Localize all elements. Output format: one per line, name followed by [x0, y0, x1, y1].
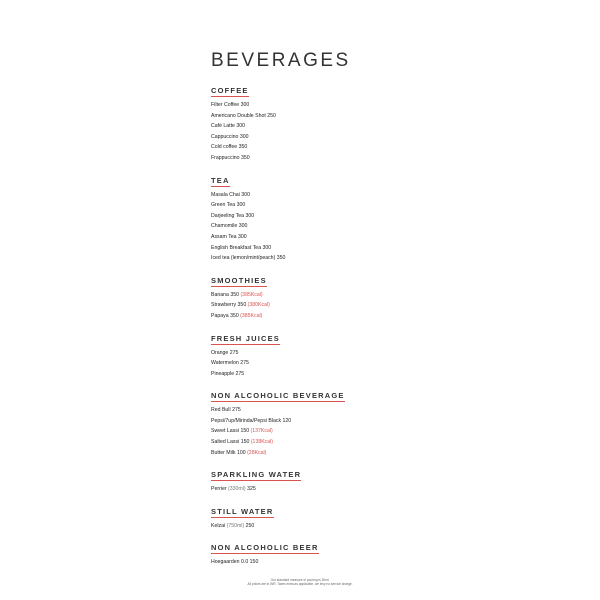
item-price: 300: [245, 212, 255, 219]
item-price: 100: [236, 449, 246, 456]
menu-item: [211, 348, 411, 359]
item-name: Watermelon: [211, 360, 239, 367]
menu-section: [211, 80, 411, 164]
item-calories: (380Kcal): [247, 302, 270, 309]
item-name: English Breakfast Tea: [211, 244, 262, 251]
item-price: 300: [238, 223, 248, 230]
section-title: NON ALCOHOLIC BEVERAGE: [211, 391, 345, 401]
item-name: Kelzai: [211, 522, 226, 529]
item-name: Café Latte: [211, 123, 235, 130]
beverages-menu: [211, 50, 411, 574]
menu-item: [211, 437, 411, 448]
menu-item: [211, 448, 411, 459]
menu-section: [211, 270, 411, 322]
item-price: 300: [238, 233, 247, 240]
menu-item: [211, 221, 411, 232]
item-name: Pineapple: [211, 370, 235, 377]
menu-sections: [211, 80, 411, 568]
menu-item: [211, 369, 411, 380]
item-name: Butter Milk: [211, 449, 236, 456]
item-name: Iced tea (lemon/mint/peach): [211, 255, 276, 262]
menu-item: [211, 290, 411, 301]
item-name: Filter Coffee: [211, 102, 240, 108]
item-name: Pepsi/7up/Mirinda/Pepsi Black: [211, 417, 282, 424]
item-name: Masala Chai: [211, 191, 240, 198]
menu-section: [211, 385, 411, 458]
item-name: Assam Tea: [211, 233, 237, 240]
item-price: 250: [245, 522, 255, 529]
item-name: Strawberry: [211, 302, 237, 309]
item-volume: (330ml): [228, 486, 246, 493]
item-price: 350: [230, 291, 239, 298]
item-name: Cappuccino: [211, 133, 239, 140]
item-price: 120: [282, 417, 292, 424]
item-price: 300: [241, 191, 250, 198]
item-name: Papaya: [211, 312, 229, 319]
item-price: 350: [276, 255, 286, 262]
item-price: 300: [236, 123, 246, 130]
section-title: STILL WATER: [211, 506, 274, 516]
menu-item: [211, 426, 411, 437]
menu-section: [211, 537, 411, 568]
item-name: Frappuccino: [211, 154, 240, 161]
item-price: 325: [247, 486, 256, 493]
footer-note-measure: Our standard measure of pouring is 30ml.: [270, 578, 330, 582]
item-volume: (750ml): [226, 522, 245, 529]
item-price: 300: [262, 244, 272, 251]
item-name: Sweet Lassi: [211, 428, 239, 435]
page-title: BEVERAGES: [211, 50, 351, 71]
section-title: COFFEE: [211, 86, 249, 95]
item-price: 350: [238, 144, 248, 151]
menu-item: [211, 190, 411, 201]
menu-section: [211, 464, 411, 495]
item-name: Perrier: [211, 486, 227, 493]
item-name: Banana: [211, 291, 229, 298]
section-title: SPARKLING WATER: [211, 470, 302, 480]
section-title: NON ALCOHOLIC BEER: [211, 543, 319, 553]
footer-note-prices: All prices are in INR. Taxes extra as applicable, we levy no service charge.: [247, 582, 353, 586]
item-name: Orange: [211, 349, 229, 356]
item-price: 350: [241, 154, 250, 161]
item-name: Americano Double Shot: [211, 112, 266, 119]
item-calories: (385Kcal): [240, 291, 263, 298]
menu-item: [211, 243, 411, 254]
menu-item: [211, 232, 411, 243]
item-price: 350: [237, 302, 247, 309]
item-calories: (137Kcal): [250, 428, 273, 435]
menu-item: [211, 200, 411, 211]
menu-item: [211, 211, 411, 222]
section-title: SMOOTHIES: [211, 275, 267, 285]
item-name: Red Bull: [211, 407, 231, 414]
item-name: Green Tea: [211, 202, 236, 209]
menu-item: [211, 405, 411, 416]
footer: [0, 578, 600, 586]
item-name: Darjeeling Tea: [211, 212, 245, 219]
menu-section: [211, 170, 411, 264]
item-name: Chamomile: [211, 223, 238, 230]
item-price: 300: [236, 202, 246, 209]
menu-item: [211, 311, 411, 322]
item-name: Hoegaarden 0.0: [211, 559, 249, 566]
menu-item: [211, 300, 411, 311]
item-calories: (138Kcal): [250, 439, 274, 446]
item-name: Cold coffee: [211, 144, 238, 151]
menu-item: [211, 253, 411, 264]
item-price: 300: [239, 133, 249, 140]
item-price: 275: [235, 370, 245, 377]
section-title: TEA: [211, 175, 230, 185]
menu-section: [211, 501, 411, 532]
item-price: 250: [267, 112, 276, 119]
menu-item: [211, 100, 411, 111]
menu-item: [211, 557, 411, 568]
item-name: Salted Lassi: [211, 439, 240, 446]
menu-item: [211, 484, 411, 495]
item-price: 350: [230, 312, 239, 319]
item-price: 275: [240, 360, 249, 367]
item-price: 150: [240, 439, 250, 446]
item-price: 275: [229, 349, 239, 356]
menu-item: [211, 358, 411, 369]
menu-item: [211, 121, 411, 132]
item-price: 300: [240, 102, 250, 108]
item-price: 150: [240, 428, 250, 435]
item-price: 275: [232, 407, 241, 414]
menu-item: [211, 416, 411, 427]
item-calories: (28Kcal): [247, 449, 267, 456]
menu-item: [211, 153, 411, 164]
menu-item: [211, 521, 411, 532]
menu-item: [211, 142, 411, 153]
item-calories: (385Kcal): [240, 312, 263, 319]
section-title: FRESH JUICES: [211, 333, 280, 343]
menu-section: [211, 328, 411, 380]
item-price: 150: [249, 559, 259, 566]
menu-item: [211, 111, 411, 122]
menu-item: [211, 132, 411, 143]
